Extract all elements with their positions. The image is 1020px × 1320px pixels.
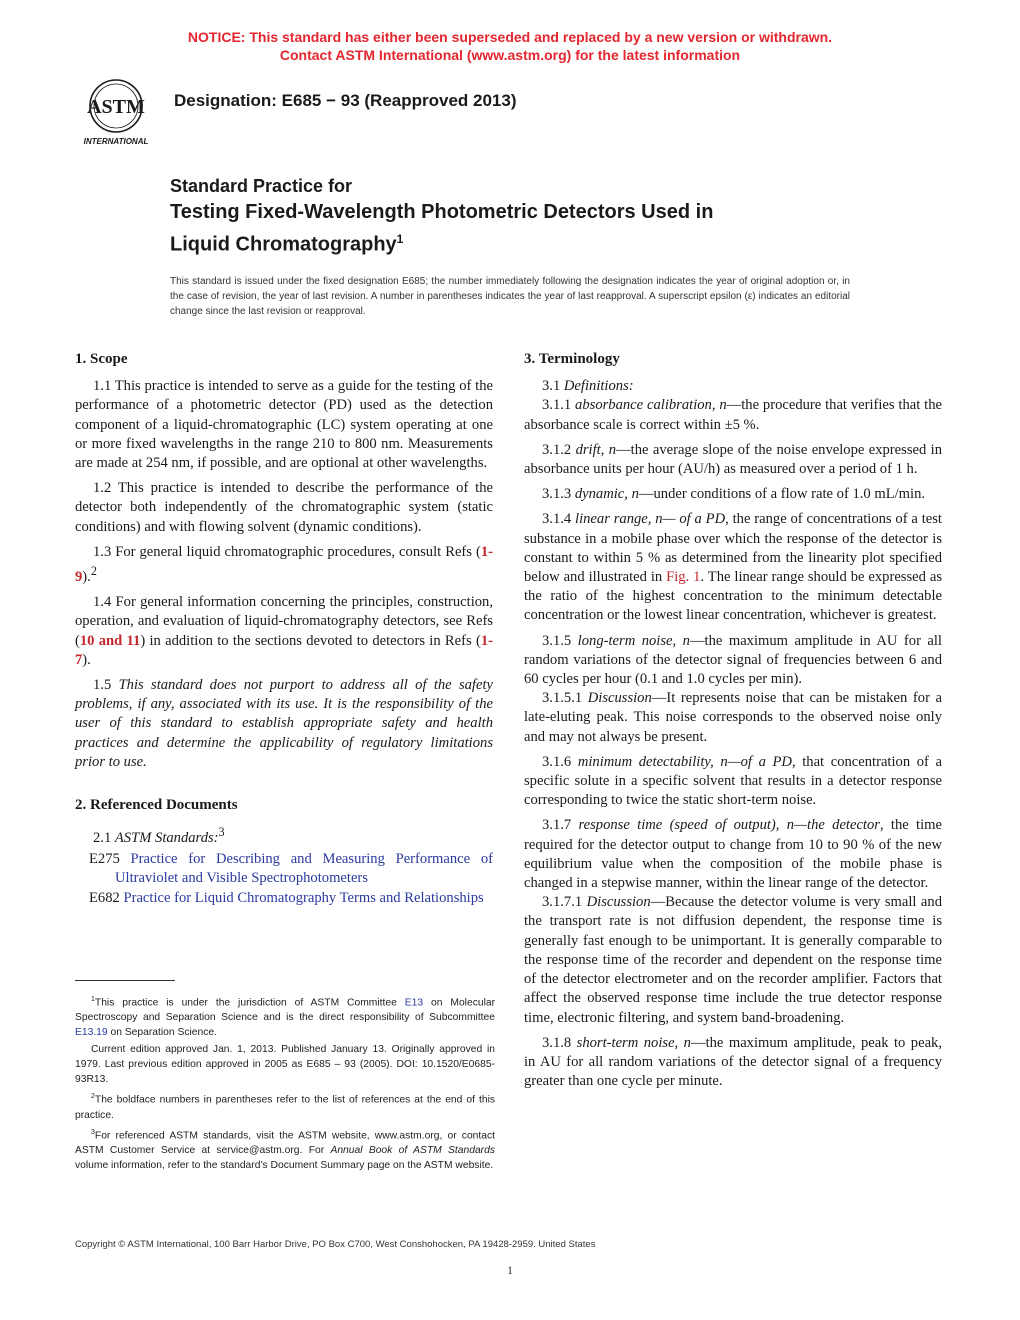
para-2-1: 2.1 ASTM Standards:$^3$ (93, 825, 225, 846)
title-line-2: Testing Fixed-Wavelength Photometric Detectors Used in (170, 201, 714, 223)
copyright-line: Copyright © ASTM International, 100 Barr Harbor Drive, PO Box C700, West Conshohocken, PA 19428-2959. United States (75, 1239, 596, 1250)
notice-line-2: Contact ASTM International (www.astm.org) for the latest information (279, 47, 741, 63)
footnote-mark-2: 2 (90, 564, 97, 579)
refdocs-heading: 2. Referenced Documents (75, 796, 238, 813)
terminology-heading: 3. Terminology (524, 351, 620, 367)
def-3-1-8: 3.1.8 short-term noise, n—the maximum amplitude, peak to peak, in AU for all random variations of the detector signal of a frequency greater than one cycle per minute. (524, 1034, 943, 1090)
def-3-1-7: 3.1.7 response time (speed of output), n—the detector, the time required for the detector output to change from 10 to 90 % of the new equilibrium value when the composition of the mobile phase is changed in a stepwise manner, within the linear range of the detector. (524, 817, 942, 892)
notice-line-1: NOTICE: This standard has either been superseded and replaced by a new version or withdrawn. (187, 29, 833, 45)
def-3-1-2: 3.1.2 drift, n—the average slope of the noise envelope expressed in absorbance units per hour (AU/h) as measured over a period of 1 h. (524, 441, 943, 478)
title-line-1: Standard Practice for (170, 176, 353, 196)
para-1-5: 1.5 This standard does not purport to address all of the safety problems, if any, associated with its use. It is the responsibility of the user of this standard to establish appropriate safety and health practices and determine the applicability of regulatory limitations prior to use. (75, 676, 493, 770)
def-3-1-1: 3.1.1 absorbance calibration, n—the procedure that verifies that the absorbance scale is correct within ±5 %. (524, 397, 942, 433)
def-3-1-6: 3.1.6 minimum detectability, n—of a PD, that concentration of a specific solute in a specific solvent that results in a detector response corresponding to twice the static short-term noise. (524, 753, 942, 809)
def-3-1-4: 3.1.4 linear range, n— of a PD, the range of concentrations of a test substance in a mobile phase over which the response of the detector is constant to within 5 % as determined from the linearity plot specified below and illustrated in Fig. 1. The linear range should be expressed as the ratio of the highest concentration to the minimum detectable concentration or the lowest linear concentration, whichever is greatest. (524, 511, 943, 624)
title-line-3: Liquid Chromatography$^1$ (170, 232, 404, 256)
link-e13[interactable]: E13 (404, 997, 424, 1009)
left-column (75, 350, 493, 908)
footnote-divider (75, 980, 175, 981)
notice-banner (0, 28, 1020, 64)
ref-link-10-11[interactable]: 10 and 11 (79, 632, 141, 649)
para-1-3: 1.3 For general liquid chromatographic procedures, consult Refs (1-9).$^2$ (75, 543, 493, 585)
ref-link-1-9[interactable]: 1-9 (75, 543, 493, 585)
ref-e682: E682 Practice for Liquid Chromatography Terms and Relationships (89, 889, 484, 906)
link-e682[interactable]: Practice for Liquid Chromatography Terms and Relationships (123, 889, 484, 906)
intro-note: This standard is issued under the fixed designation E685; the number immediately following the designation indicates the year of original adoption or, in the case of revision, the year of last revision. A number in parentheses indicates the year of last reapproval. A superscript epsilon (ε) indicates an editorial change since the last revision or reapproval. (170, 276, 850, 317)
def-3-1: 3.1 Definitions: (542, 378, 634, 395)
page-number: 1 (507, 1263, 513, 1277)
astm-logo (72, 72, 164, 148)
fig-1-link[interactable]: Fig. 1 (666, 569, 701, 586)
link-e13-19[interactable]: E13.19 (75, 1027, 108, 1039)
footnote-1-edition: Current edition approved Jan. 1, 2013. Published January 13. Originally approved in 1979. Last previous edition approved in 2005 as E685 – 93 (2005). DOI: 10.1520/E0685-93R13. (75, 1044, 495, 1086)
def-3-1-5: 3.1.5 long-term noise, n—the maximum amplitude in AU for all random variations of the detector signal of frequencies between 6 and 60 cycles per hour (0.1 and 1.0 cycles per min). (524, 632, 942, 688)
document-title (170, 174, 713, 259)
def-3-1-5-1: 3.1.5.1 Discussion—It represents noise that can be mistaken for a late-eluting peak. This noise corresponds to the observed noise only and may not always be present. (524, 690, 942, 745)
logo-text: ASTM (87, 96, 145, 118)
ref-link-1-7[interactable]: 1-7 (75, 632, 493, 668)
right-column (524, 350, 942, 1097)
para-1-1: 1.1 This practice is intended to serve as a guide for the testing of the performance of a photometric detector (PD) used as the detection component of a liquid-chromatographic (LC) system operating at one or more fixed wavelengths in the range 210 to 800 nm. Measurements are made at 254 nm, if possible, and are optional at other wavelengths. (75, 378, 493, 472)
footnote-3: $^3$For referenced ASTM standards, visit the ASTM website, www.astm.org, or contact ASTM Customer Service at service@astm.org. For Annual Book of ASTM Standards volume information, refer to the standard’s Document Summary page on the ASTM website. (75, 1128, 495, 1172)
link-e275[interactable]: Practice for Describing and Measuring Performance of Ultraviolet and Visible Spectrophotometers (115, 851, 493, 887)
footnotes (75, 992, 495, 1175)
logo-sub: INTERNATIONAL (83, 137, 149, 146)
designation: Designation: E685 − 93 (Reapproved 2013) (174, 91, 517, 110)
def-3-1-7-1: 3.1.7.1 Discussion—Because the detector volume is very small and the transport rate is not diffusion dependent, the response time is generally fast enough to be unimportant. It is generally comparable to the response time of the recorder and dependent on the response time of the detector electrometer and on the recorder amplifier. Factors that affect the observed response time include the true detector response time, electronic filtering, and system band-broadening. (524, 894, 942, 1026)
ref-e275: E275 Practice for Describing and Measuring Performance of Ultraviolet and Visible Spectrophotometers (89, 851, 493, 887)
para-1-2: 1.2 This practice is intended to describe the performance of the detector both independently of the chromatographic system (static conditions) and with flowing solvent (dynamic conditions). (75, 480, 493, 535)
footnote-mark-3: 3 (218, 825, 225, 840)
scope-heading: 1. Scope (75, 351, 128, 367)
footnote-2: $^2$The boldface numbers in parentheses refer to the list of references at the end of this practice. (75, 1093, 495, 1121)
footnote-1: $^1$This practice is under the jurisdiction of ASTM Committee E13 on Molecular Spectroscopy and Separation Science and is the direct responsibility of Subcommittee E13.19 on Separation Science. (75, 996, 496, 1039)
def-3-1-3: 3.1.3 dynamic, n—under conditions of a flow rate of 1.0 mL/min. (542, 486, 926, 503)
title-footnote-mark: 1 (396, 232, 404, 246)
para-1-4: 1.4 For general information concerning the principles, construction, operation, and evaluation of liquid-chromatography detectors, see Refs (10 and 11) in addition to the sections devoted to detectors in Refs (1-7). (75, 594, 493, 668)
